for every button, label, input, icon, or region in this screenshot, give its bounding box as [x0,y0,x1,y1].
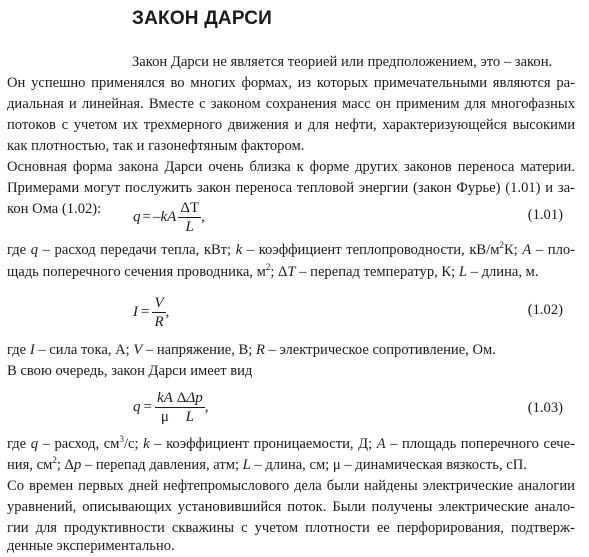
eq1-lhs: q [133,209,141,225]
eq2-comma: , [165,304,170,320]
paragraph-2-line-3: кон Ома (1.02): [7,201,102,217]
eq2-lhs: I [133,304,138,320]
eq1-comma: , [201,209,205,225]
eq3-denominator-1: μ [160,409,169,425]
paragraph-4-line-1: Со времен первых дней нефтепромыслового дела были найдены электрические аналогии [7,478,575,494]
eq2-denominator: R [154,314,164,330]
eq3-comma: , [204,399,209,415]
paragraph-4-line-2: уравнений, описывающих установившийся поток. Были получены электрические анало- [7,499,575,515]
eq3-equals: = [143,399,152,415]
paragraph-1-line-3: диальная и линейная. Вместе с законом сохранения масс он применим для многофазных [7,96,575,112]
equation-ohm [133,294,169,331]
eq1-a: A [167,209,177,225]
paragraph-1-line-5: как плотностью, так и газонефтяным фактором. [7,138,305,154]
paragraph-4-line-3: гии для продуктивности скважины с учетом плотности ее перфорирования, подтверж- [7,520,575,536]
eq1-numerator: ΔT [180,200,200,216]
eq1-minus: – [152,209,161,225]
eq3-numerator-2: ΔΔp [176,390,203,406]
eq3-numerator-1: kA [156,390,173,406]
paragraph-1-line-2: Он успешно применялся во многих формах, из которых примечательными являются ра- [7,75,575,91]
paragraph-4-line-4: денные экспериментально. [7,538,175,554]
paragraph-2-line-2: Примерами могут послужить закон переноса тепловой энергии (закон Фурье) (1.01) и за- [7,180,575,196]
definition-3-line-2: ния, $см^2$; Δp – перепад давления, атм; L – длина, см; μ – динамическая вязкость, сП. [7,455,527,473]
eq2-numerator: V [154,295,164,311]
eq3-lhs: q [133,399,141,415]
equation-number-1-02: (1.02) [527,302,563,318]
equation-number-1-03: (1.03) [527,400,563,416]
intro-darcy: В свою очередь, закон Дарси имеет вид [7,363,253,379]
page-title: ЗАКОН ДАРСИ [132,8,273,29]
eq1-denominator: L [185,219,194,235]
paragraph-2-line-1: Основная форма закона Дарси очень близка к форме других законов переноса материи. [7,159,575,175]
eq3-fraction-2 [175,389,205,426]
equation-number-1-01: (1.01) [527,207,563,223]
eq1-fraction [178,199,201,236]
definition-2: где I – сила тока, А; V – напряжение, В; R – электрическое сопротивление, Ом. [7,342,496,358]
equation-darcy [133,389,209,426]
paragraph-1-line-1: Закон Дарси не является теорией или предположением, это – закон. [132,54,553,70]
definition-1-line-1: где q – расход передачи тепла, кВт; k – коэффициент теплопроводности, $кВ/м^2К$; A – пло- [7,240,576,258]
eq3-denominator-2: L [185,409,194,425]
eq1-k: k [160,209,168,225]
definition-3-line-1: где q – расход, $см^3/с$; k – коэффициент проницаемости, Д; A – площадь поперечного сече- [7,434,575,452]
eq3-fraction-1 [155,389,175,426]
eq2-fraction [152,294,165,331]
eq1-equals: = [142,209,151,225]
equation-fourier [133,199,205,236]
definition-1-line-2: щадь поперечного сечения проводника, $м^2$; ΔT – перепад температур, К; L – длина, м. [7,262,539,280]
paragraph-1-line-4: потоков с учетом их трехмерного движения и для нефти, характеризующейся высокими [7,117,575,133]
eq2-equals: = [141,304,150,320]
